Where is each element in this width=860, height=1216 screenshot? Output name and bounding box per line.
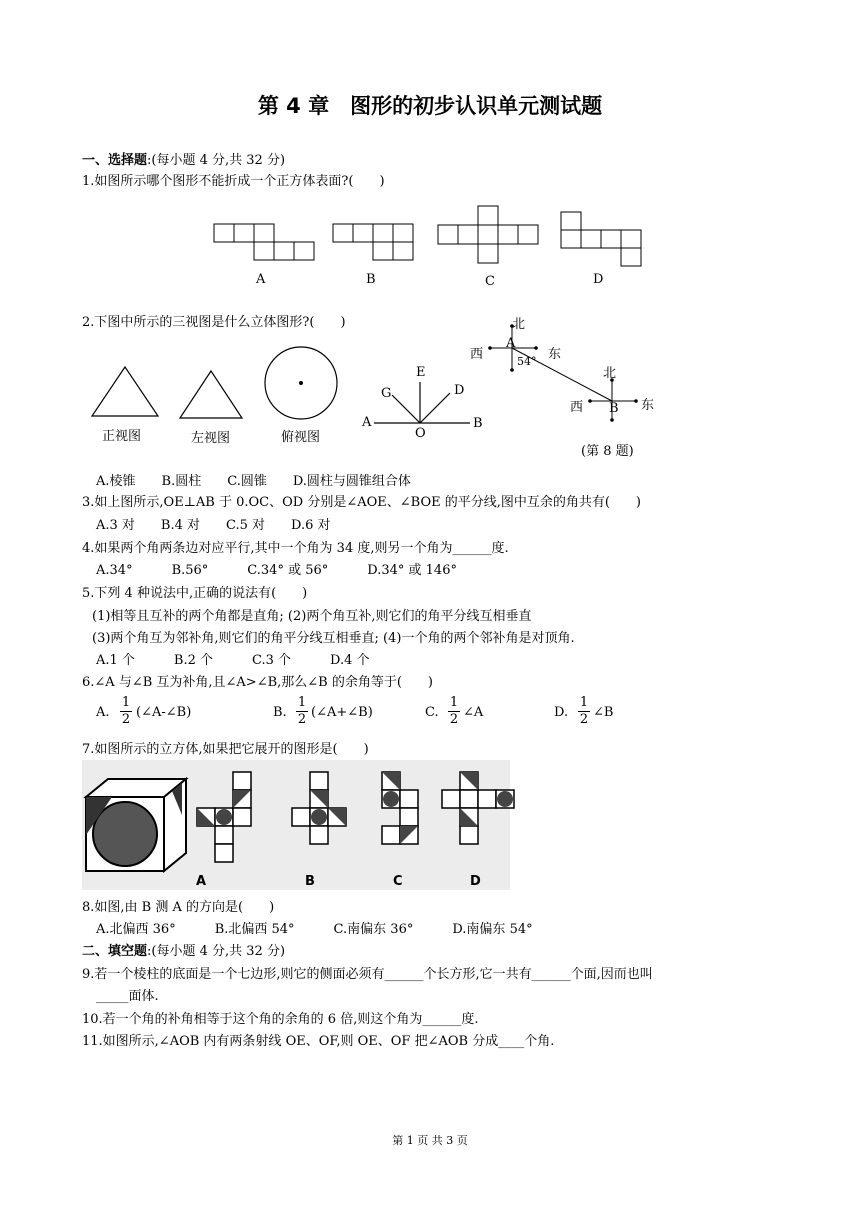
compass-point-a: A bbox=[506, 336, 516, 351]
angle-point-o: O bbox=[415, 426, 426, 441]
section-title: 二、填空题 bbox=[82, 944, 148, 959]
compass-caption: (第 8 题) bbox=[581, 444, 634, 459]
question-9-line-2: _____面体. bbox=[96, 989, 159, 1004]
section-fill-header bbox=[82, 940, 285, 959]
q7-label-b: B bbox=[305, 874, 315, 889]
top-view-circle bbox=[263, 345, 339, 421]
question-2: 2.下图中所示的三视图是什么立体图形?( ) bbox=[82, 315, 346, 330]
q5-options: A.1 个 B.2 个 C.3 个 D.4 个 bbox=[96, 653, 370, 668]
angle-point-a: A bbox=[362, 415, 372, 430]
q6-option-d-expr: ∠B bbox=[593, 705, 614, 720]
question-11: 11.如图所示,∠AOB 内有两条射线 OE、OF,则 OE、OF 把∠AOB 分成____个角. bbox=[82, 1034, 555, 1049]
q6-option-c-label: C. bbox=[425, 705, 439, 720]
q6-option-a-fraction: $\frac{1}{2}$ bbox=[121, 695, 131, 727]
compass-north-a: 北 bbox=[512, 317, 526, 332]
q1-net-b bbox=[333, 224, 433, 264]
side-view-label: 左视图 bbox=[191, 431, 231, 446]
q7-net-d bbox=[440, 770, 516, 870]
q1-net-d bbox=[561, 212, 643, 270]
q1-label-c: C bbox=[485, 274, 495, 289]
compass-west-b: 西 bbox=[570, 400, 584, 415]
compass-angle-label: 54° bbox=[517, 355, 537, 368]
question-3: 3.如上图所示,OE⊥AB 于 0.OC、OD 分别是∠AOE、∠BOE 的平分线,图中互余的角共有( ) bbox=[82, 495, 642, 510]
section-note: :(每小题 4 分,共 32 分) bbox=[147, 944, 286, 959]
question-8: 8.如图,由 B 测 A 的方向是( ) bbox=[82, 900, 275, 915]
q6-option-c-fraction: $\frac{1}{2}$ bbox=[449, 695, 459, 727]
compass-east-a: 东 bbox=[548, 347, 562, 362]
compass-west-a: 西 bbox=[470, 347, 484, 362]
question-9-line-1: 9.若一个棱柱的底面是一个七边形,则它的侧面必须有______个长方形,它一共有______个面,因而也叫 bbox=[82, 967, 653, 982]
compass-point-b: B bbox=[609, 401, 619, 416]
q3-options: A.3 对 B.4 对 C.5 对 D.6 对 bbox=[96, 518, 331, 533]
q6-option-b-label: B. bbox=[273, 705, 287, 720]
question-1: 1.如图所示哪个图形不能折成一个正方体表面?( ) bbox=[82, 174, 385, 189]
section-title: 一、选择题 bbox=[82, 153, 148, 168]
question-10: 10.若一个角的补角相等于这个角的余角的 6 倍,则这个角为______度. bbox=[82, 1012, 479, 1027]
q1-net-c bbox=[438, 206, 538, 266]
q1-net-a bbox=[214, 224, 314, 264]
q6-option-b-fraction: $\frac{1}{2}$ bbox=[297, 695, 307, 727]
q7-net-a bbox=[195, 770, 271, 870]
q5-statement-2: (3)两个角互为邻补角,则它们的角平分线互相垂直; (4)一个角的两个邻补角是对顶角. bbox=[92, 631, 575, 646]
q1-label-b: B bbox=[366, 272, 376, 287]
side-view-triangle bbox=[178, 370, 244, 420]
q6-option-a-label: A. bbox=[96, 705, 110, 720]
question-6: 6.∠A 与∠B 互为补角,且∠A>∠B,那么∠B 的余角等于( ) bbox=[82, 675, 434, 690]
front-view-triangle bbox=[90, 366, 160, 418]
q7-cube-drawing bbox=[82, 775, 192, 875]
angle-point-d: D bbox=[454, 383, 465, 398]
top-view-label: 俯视图 bbox=[281, 430, 321, 445]
section-note: :(每小题 4 分,共 32 分) bbox=[147, 153, 286, 168]
q7-label-d: D bbox=[470, 874, 481, 889]
q5-statement-1: (1)相等且互补的两个角都是直角; (2)两个角互补,则它们的角平分线互相垂直 bbox=[92, 609, 532, 624]
q6-option-c-expr: ∠A bbox=[463, 705, 484, 720]
angle-point-g: G bbox=[381, 386, 392, 401]
page-footer: 第 1 页 共 3 页 bbox=[392, 1134, 468, 1147]
q8-options: A.北偏西 36° B.北偏西 54° C.南偏东 36° D.南偏东 54° bbox=[96, 922, 533, 937]
question-5: 5.下列 4 种说法中,正确的说法有( ) bbox=[82, 586, 308, 601]
q4-options: A.34° B.56° C.34° 或 56° D.34° 或 146° bbox=[96, 563, 457, 578]
q6-option-d-label: D. bbox=[554, 705, 569, 720]
compass-east-b: 东 bbox=[641, 398, 655, 413]
front-view-label: 正视图 bbox=[102, 429, 142, 444]
q7-net-c bbox=[380, 770, 440, 870]
angle-point-b: B bbox=[473, 416, 483, 431]
q6-option-a-expr: (∠A-∠B) bbox=[136, 705, 192, 720]
page-title: 第 4 章 图形的初步认识单元测试题 bbox=[257, 94, 603, 118]
q2-options: A.棱锥 B.圆柱 C.圆锥 D.圆柱与圆锥组合体 bbox=[96, 474, 411, 489]
q7-label-a: A bbox=[196, 874, 207, 889]
q1-label-d: D bbox=[593, 272, 604, 287]
question-7: 7.如图所示的立方体,如果把它展开的图形是( ) bbox=[82, 742, 369, 757]
q6-option-b-expr: (∠A+∠B) bbox=[311, 705, 373, 720]
q1-label-a: A bbox=[256, 272, 266, 287]
question-4: 4.如果两个角两条边对应平行,其中一个角为 34 度,则另一个角为______度. bbox=[82, 541, 509, 556]
section-choice-header bbox=[82, 149, 285, 168]
q7-net-b bbox=[290, 770, 350, 870]
angle-point-e: E bbox=[416, 365, 426, 380]
q6-option-d-fraction: $\frac{1}{2}$ bbox=[579, 695, 589, 727]
compass-north-b: 北 bbox=[603, 366, 617, 381]
q7-label-c: C bbox=[393, 874, 403, 889]
